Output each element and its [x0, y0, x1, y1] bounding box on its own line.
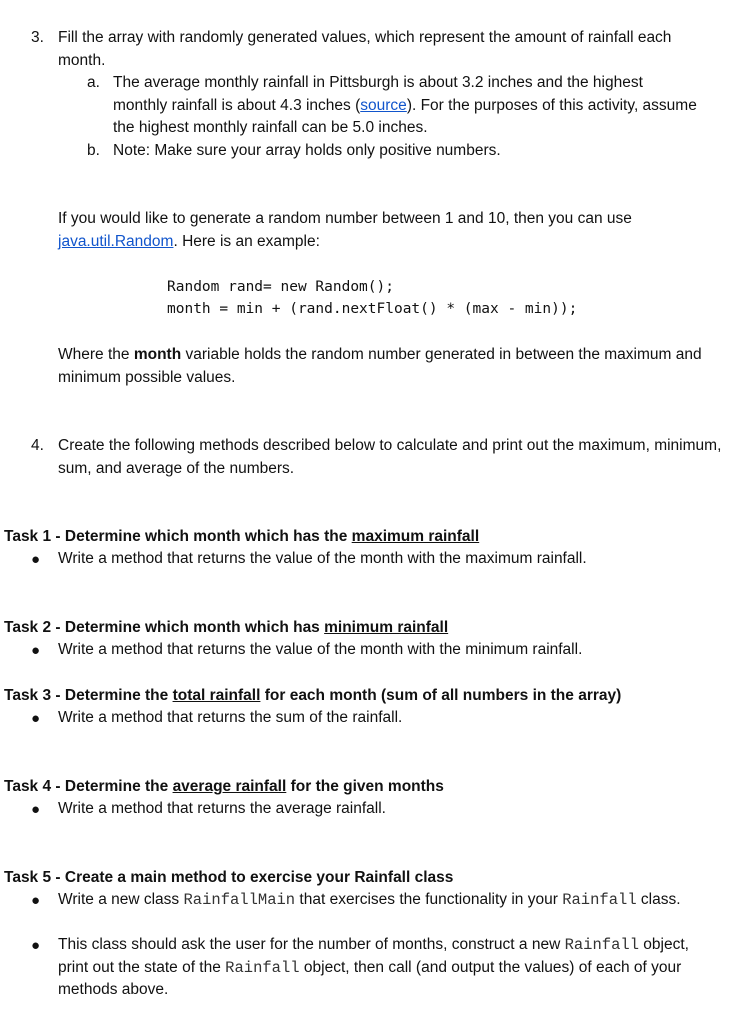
task-4-heading: Task 4 - Determine the average rainfall for the given months: [4, 778, 444, 795]
bullet-icon: ●: [31, 710, 41, 727]
random-note: If you would like to generate a random number between 1 and 10, then you can use java.util.Random. Here is an example:: [58, 210, 632, 250]
where-text: Where the month variable holds the random number generated in between the maximum and minimum possible values.: [58, 346, 702, 386]
item-3b-text: Note: Make sure your array holds only positive numbers.: [113, 142, 501, 159]
bullet-icon: ●: [31, 892, 41, 909]
task-2-bullet: Write a method that returns the value of the month with the minimum rainfall.: [58, 641, 583, 658]
bullet-icon: ●: [31, 801, 41, 818]
item-3a-letter: a.: [87, 74, 100, 91]
item-4-number: 4.: [31, 437, 44, 454]
task-3-heading: Task 3 - Determine the total rainfall for each month (sum of all numbers in the array): [4, 687, 622, 704]
source-link[interactable]: source: [360, 96, 407, 114]
task-5-heading: Task 5 - Create a main method to exercise your Rainfall class: [4, 869, 454, 886]
bullet-icon: ●: [31, 642, 41, 659]
code-line-1: Random rand= new Random();: [167, 279, 394, 295]
bullet-icon: ●: [31, 937, 41, 954]
task-5-bullet-1: Write a new class RainfallMain that exercises the functionality in your Rainfall class.: [58, 891, 681, 909]
item-3b-letter: b.: [87, 142, 100, 159]
task-5-bullet-2: This class should ask the user for the number of months, construct a new Rainfall object, print out the state of the Rainfall object, then call (and output the values) of each of your methods above.: [58, 936, 689, 998]
code-line-2: month = min + (rand.nextFloat() * (max - min));: [167, 301, 578, 317]
item-3-text: Fill the array with randomly generated values, which represent the amount of rainfall each month.: [58, 29, 672, 69]
task-2-heading: Task 2 - Determine which month which has minimum rainfall: [4, 619, 449, 636]
item-4-text: Create the following methods described below to calculate and print out the maximum, minimum, sum, and average of the numbers.: [58, 437, 722, 477]
bullet-icon: ●: [31, 551, 41, 568]
task-1-bullet: Write a method that returns the value of the month with the maximum rainfall.: [58, 550, 587, 567]
task-4-bullet: Write a method that returns the average rainfall.: [58, 800, 386, 817]
java-util-random-link[interactable]: java.util.Random: [58, 232, 174, 250]
task-1-heading: Task 1 - Determine which month which has the maximum rainfall: [4, 528, 480, 545]
item-3a-text: The average monthly rainfall in Pittsburgh is about 3.2 inches and the highest monthly rainfall is about 4.3 inches (source). For the purposes of this activity, assume the highest monthly rainfall can be 5.0 inches.: [113, 74, 697, 136]
task-3-bullet: Write a method that returns the sum of the rainfall.: [58, 709, 403, 726]
item-3-number: 3.: [31, 29, 44, 46]
